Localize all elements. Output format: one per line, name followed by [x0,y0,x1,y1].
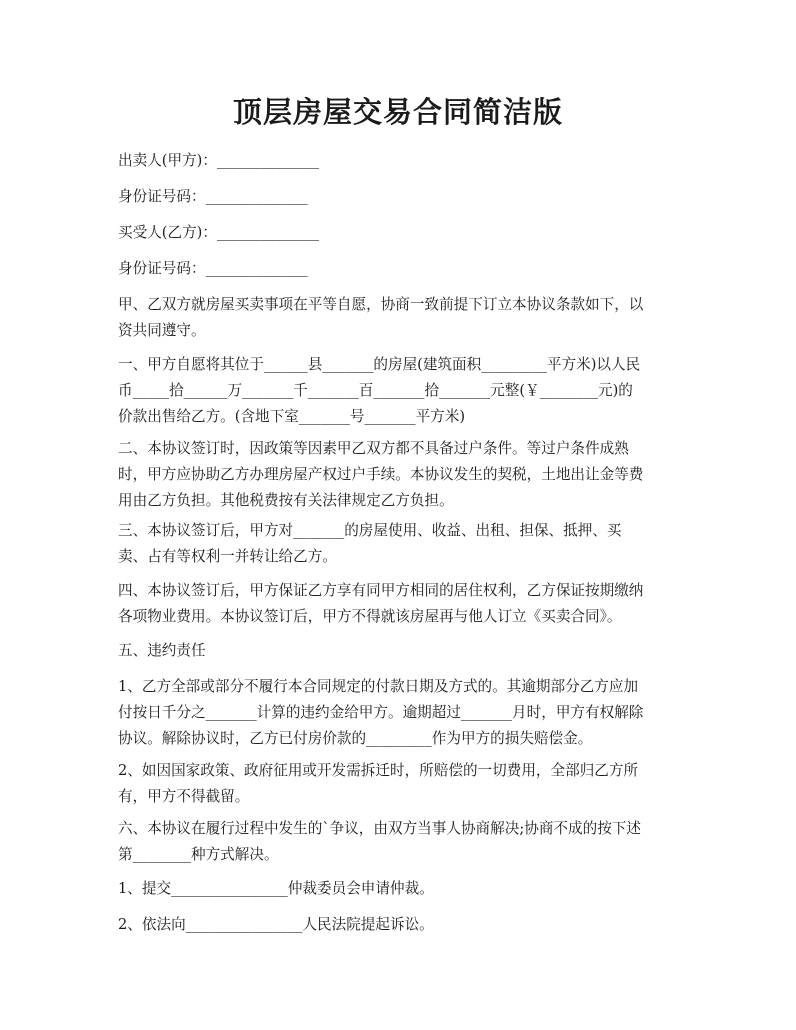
clause-3 [118,518,688,570]
clause-3-line: 卖、占有等权利一并转让给乙方。 [118,548,337,565]
clause-5-1 [118,674,688,752]
clause-5-1-line: 1、乙方全部或部分不履行本合同规定的付款日期及方式的。其逾期部分乙方应加 [118,678,639,695]
document-title: 顶层房屋交易合同简洁版 [232,95,563,129]
clause-5-heading-text: 五、违约责任 [118,642,206,659]
clause-6-line: 第________种方式解决。 [118,846,279,863]
clause-1-line: 一、甲方自愿将其位于______县_______的房屋(建筑面积_________平方米)以人民 [118,356,641,373]
clause-6-2-text: 2、依法向________________人民法院提起诉讼。 [118,916,434,933]
clause-4-line: 四、本协议签订后，甲方保证乙方享有同甲方相同的居住权利，乙方保证按期缴纳 [118,582,644,599]
clause-5-1-line: 付按日千分之_______计算的违约金给甲方。逾期超过_______月时，甲方有权解除 [118,704,644,721]
buyer-field-text: 买受人(乙方)：______________ [118,224,320,241]
clause-2-line: 用由乙方负担。其他税费按有关法律规定乙方负担。 [118,492,454,509]
clause-4 [118,578,688,630]
clause-5-2 [118,758,688,810]
clause-2-line: 时，甲方应协助乙方办理房屋产权过户手续。本协议发生的契税，土地出让金等费 [118,466,644,483]
clause-6-1 [118,876,688,902]
seller-field [118,148,688,174]
clause-6-1-text: 1、提交________________仲裁委员会申请仲裁。 [118,880,434,897]
seller-field-text: 出卖人(甲方)：______________ [118,152,320,169]
clause-5-heading [118,638,688,664]
buyer-id-field [118,256,688,282]
buyer-id-field-text: 身份证号码：______________ [118,260,308,277]
intro-line: 资共同遵守。 [118,322,206,339]
clause-5-1-line: 协议。解除协议时，乙方已付房价款的_________作为甲方的损失赔偿金。 [118,730,593,747]
clause-2-line: 二、本协议签订时，因政策等因素甲乙双方都不具备过户条件。等过户条件成熟 [118,440,629,457]
clause-6-line: 六、本协议在履行过程中发生的`争议，由双方当事人协商解决;协商不成的按下述 [118,820,641,837]
intro-paragraph [118,292,688,344]
clause-3-line: 三、本协议签订后，甲方对_______的房屋使用、收益、出租、担保、抵押、买 [118,522,622,539]
clause-6 [118,816,688,868]
clause-6-2 [118,912,688,938]
buyer-field [118,220,688,246]
clause-1-line: 价款出售给乙方。(含地下室_______号_______平方米) [118,408,466,425]
clause-1-line: 币_____拾______万_______千_______百_______拾_______元整(￥________元)的 [118,382,633,399]
clause-5-2-line: 有，甲方不得截留。 [118,788,250,805]
clause-2 [118,436,688,514]
intro-line: 甲、乙双方就房屋买卖事项在平等自愿，协商一致前提下订立本协议条款如下，以 [118,296,644,313]
clause-5-2-line: 2、如因国家政策、政府征用或开发需拆迁时，所赔偿的一切费用，全部归乙方所 [118,762,639,779]
clause-4-line: 各项物业费用。本协议签订后，甲方不得就该房屋再与他人订立《买卖合同》。 [118,608,622,625]
clause-1 [118,352,688,430]
seller-id-field-text: 身份证号码：______________ [118,188,308,205]
seller-id-field [118,184,688,210]
